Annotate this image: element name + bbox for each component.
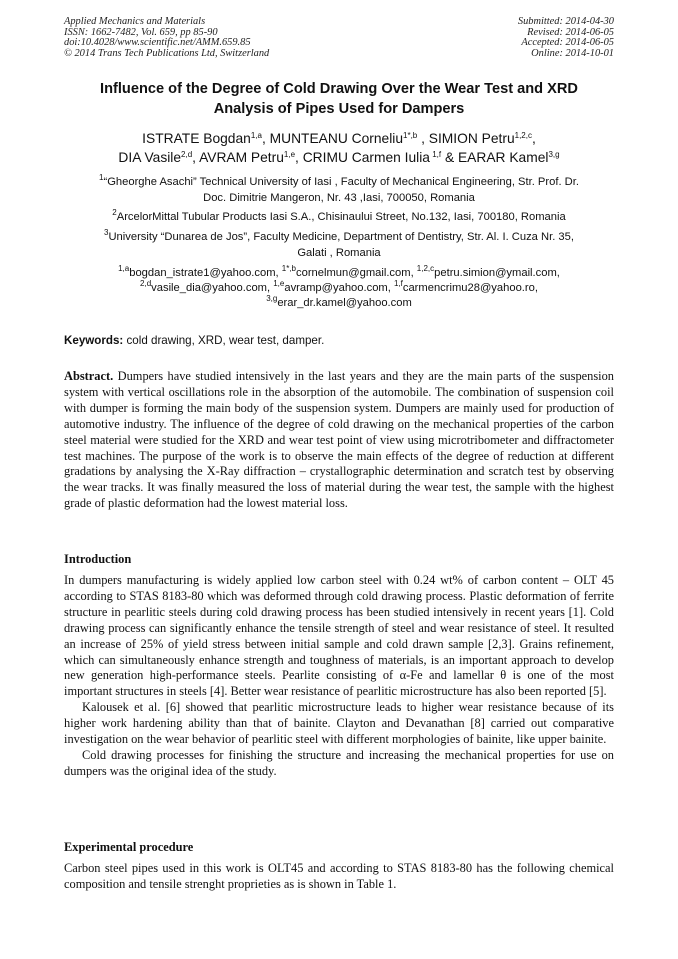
affiliation-mark: 3 bbox=[104, 228, 109, 237]
paragraph: Kalousek et al. [6] showed that pearlitic microstructure leads to higher wear resistance because of its higher work hardening ability than that of bainite. Clayton and Devanathan [8] carried out comparative investigation on the wear behavior of pearlitic steel with different morphologies of bainite, like upper bainite. bbox=[64, 700, 614, 747]
date-accepted: Accepted: 2014-06-05 bbox=[521, 37, 614, 49]
author-sup: 1,a bbox=[250, 131, 262, 140]
email-sup: 1*,b bbox=[281, 264, 296, 273]
email-address[interactable]: erar_dr.kamel@yahoo.com bbox=[277, 296, 412, 309]
keywords-label: Keywords: bbox=[64, 334, 124, 347]
author-sup: 1,f bbox=[429, 149, 442, 159]
email-sup: 3,g bbox=[266, 293, 278, 303]
email-address[interactable]: carmencrimu28@yahoo.ro, bbox=[402, 281, 538, 294]
author-sep: , bbox=[261, 131, 270, 146]
abstract bbox=[64, 369, 614, 512]
affiliation-2 bbox=[62, 210, 616, 226]
email-address[interactable]: vasile_dia@yahoo.com, bbox=[151, 281, 274, 294]
paragraph: In dumpers manufacturing is widely applied low carbon steel with 0.24 wt% of carbon content – OLT 45 according to STAS 8183-80 which was deformed through cold drawing process. Plastic deformation of ferrite structure in pearlitic steels during cold drawing process has been studied intensively in recent years [1]. Cold drawing process can significantly enhance the tensile strength of steel and wear resistance of steel. It resulted an increase of 25% of yield stress between initial sample and cold drawn sample [2,3]. Grains refinement, which can simultaneously enhance strength and toughness of materials, is an important approach to develop new generation high-performance steels. Pearlite consisting of α-Fe and lamellar θ is one of the most important structures in steels [4]. Better wear resistance of pearlitic microstructure has also been reported [5]. bbox=[64, 573, 614, 699]
author-sup: 3,g bbox=[548, 149, 560, 159]
journal-doi: doi:10.4028/www.scientific.net/AMM.659.85 bbox=[64, 37, 251, 49]
author-list bbox=[62, 130, 616, 167]
email-address[interactable]: petru.simion@ymail.com, bbox=[434, 267, 560, 279]
email-sup: 1,f bbox=[393, 278, 403, 288]
email-sup: 1,2,c bbox=[416, 264, 435, 273]
date-revised: Revised: 2014-06-05 bbox=[527, 26, 614, 38]
author-line bbox=[62, 149, 616, 168]
title-line: Analysis of Pipes Used for Dampers bbox=[213, 100, 465, 117]
email-sup: 1,e bbox=[273, 278, 285, 288]
section-heading-experimental: Experimental procedure bbox=[64, 840, 194, 854]
affiliation-1 bbox=[62, 175, 616, 206]
journal-info bbox=[64, 17, 269, 59]
author-sep: , bbox=[417, 131, 429, 146]
title-line: Influence of the Degree of Cold Drawing Over the Wear Test and XRD bbox=[100, 81, 578, 97]
affiliation-text: Galati , Romania bbox=[297, 246, 381, 259]
email-address[interactable]: bogdan_istrate1@yahoo.com, bbox=[129, 267, 282, 279]
introduction-body bbox=[64, 573, 614, 780]
experimental-body bbox=[64, 861, 614, 893]
affiliation-text: Doc. Dimitrie Mangeron, Nr. 43 ,Iasi, 700050, Romania bbox=[203, 191, 475, 204]
author-name: DIA Vasile bbox=[118, 149, 182, 165]
abstract-text: Dumpers have studied intensively in the last years and they are the main parts of the suspension system with vertical oscillations role in the absorption of the automobile. The combination of suspension coil with dumper is forming the main body of the suspension system. Dumpers are mainly used for production of automotive industry. The influence of the degree of cold drawing on the mechanical properties of the carbon steel material were studied for the XRD and wear test point of view using microtribometer and diffractometer test machines. The purpose of the work is to observe the main effects of the degree of reduction at different gradations by analysing the X-Ray diffraction – crystallographic determination and scratch test by observing the wear tracks. It was finally measured the loss of material during the wear test, the sample with the highest grade of plastic deformation had the lowest material loss. bbox=[64, 369, 614, 511]
email-sup: 2,d bbox=[140, 278, 152, 288]
journal-copyright: © 2014 Trans Tech Publications Ltd, Switzerland bbox=[64, 47, 270, 59]
email-address[interactable]: cornelmun@gmail.com, bbox=[296, 267, 417, 279]
author-sup: 1,2,c bbox=[514, 131, 532, 140]
paragraph: Carbon steel pipes used in this work is OLT45 and according to STAS 8183-80 has the following chemical composition and tensile strenght proprieties as is shown in Table 1. bbox=[64, 861, 614, 891]
email-address[interactable]: avramp@yahoo.com, bbox=[284, 281, 394, 294]
author-sep: , bbox=[192, 149, 200, 165]
author-name: ISTRATE Bogdan bbox=[142, 131, 251, 146]
date-online: Online: 2014-10-01 bbox=[531, 47, 614, 59]
author-sup: 2,d bbox=[181, 149, 193, 159]
publication-dates bbox=[518, 17, 614, 59]
affiliation-mark: 2 bbox=[112, 208, 117, 217]
abstract-label: Abstract. bbox=[64, 369, 114, 383]
paper-title bbox=[62, 80, 616, 119]
author-name: SIMION Petru bbox=[428, 131, 515, 146]
author-sup: 1*,b bbox=[403, 131, 418, 140]
affiliation-3 bbox=[62, 230, 616, 261]
author-name: MUNTEANU Corneliu bbox=[269, 131, 404, 146]
paragraph: Cold drawing processes for finishing the structure and increasing the mechanical properties for use on dumpers was the original idea of the study. bbox=[64, 747, 614, 778]
author-sup: 1,e bbox=[283, 149, 296, 159]
affiliation-text: “Gheorghe Asachi” Technical University of Iasi , Faculty of Mechanical Engineering, Str. Prof. Dr. bbox=[103, 176, 579, 188]
author-name: AVRAM Petru bbox=[199, 149, 284, 165]
affiliation-text: University “Dunarea de Jos”, Faculty Medicine, Department of Dentistry, Str. Al. I. Cuza Nr. 35, bbox=[108, 231, 574, 243]
affiliation-text: ArcelorMittal Tubular Products Iasi S.A., Chisinaului Street, No.132, Iasi, 700180, Romania bbox=[116, 211, 566, 223]
journal-issn: ISSN: 1662-7482, Vol. 659, pp 85-90 bbox=[64, 26, 218, 38]
author-name: CRIMU Carmen Iulia bbox=[302, 149, 430, 165]
author-emails bbox=[62, 266, 616, 310]
author-sep: , bbox=[295, 149, 303, 165]
author-sep: , bbox=[531, 131, 536, 146]
keywords-text: cold drawing, XRD, wear test, damper. bbox=[123, 334, 325, 347]
keywords bbox=[64, 333, 614, 348]
affiliation-mark: 1 bbox=[99, 173, 104, 182]
journal-name: Applied Mechanics and Materials bbox=[64, 16, 206, 27]
email-sup: 1,a bbox=[118, 264, 130, 273]
author-sep: & bbox=[441, 149, 458, 165]
section-heading-introduction: Introduction bbox=[64, 552, 132, 566]
author-line bbox=[62, 130, 616, 149]
date-submitted: Submitted: 2014-04-30 bbox=[517, 16, 614, 27]
author-name: EARAR Kamel bbox=[457, 149, 549, 165]
